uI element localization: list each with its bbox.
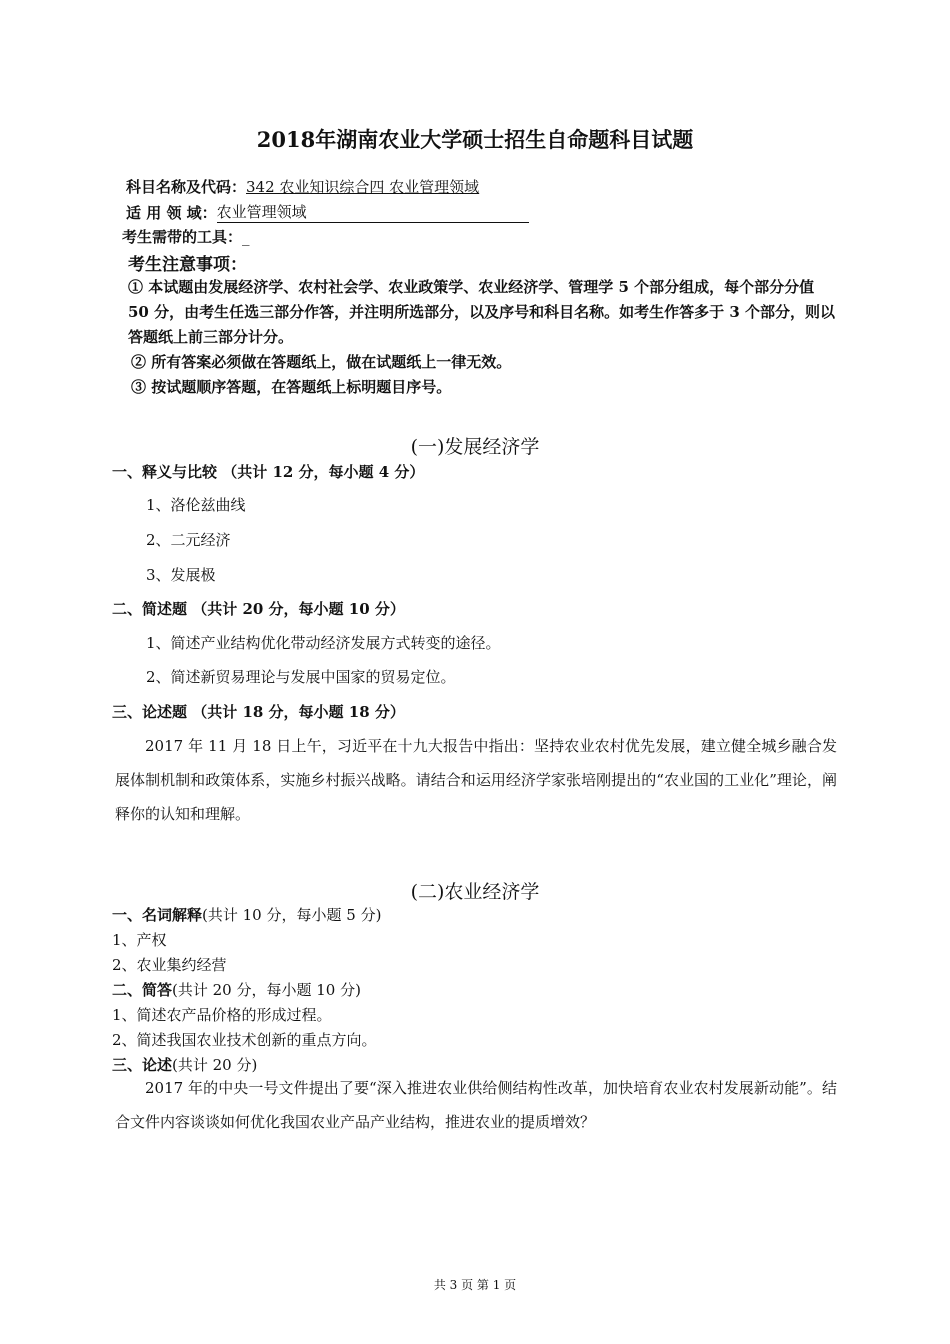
page-footer: 共 3 页 第 1 页 xyxy=(433,1278,517,1292)
field-line xyxy=(126,201,529,223)
part1-s1-heading: 一、释义与比较 （共计 12 分，每小题 4 分） xyxy=(112,463,425,481)
part2-s2-item: 1、简述农产品价格的形成过程。 xyxy=(112,1006,332,1024)
field-value: 农业管理领域 xyxy=(216,203,307,221)
part2-s2-note: (共计 20 分，每小题 10 分) xyxy=(172,981,361,999)
part2-s3-text: 2017 年的中央一号文件提出了要“深入推进农业供给侧结构性改革，加快培育农业农村发展新动能”。结合文件内容谈谈如何优化我国农业产品产业结构，推进农业的提质增效？ xyxy=(115,1079,837,1131)
part1-s1-item: 3、发展极 xyxy=(146,566,216,584)
part2-s1-item: 1、产权 xyxy=(112,931,167,949)
part2-title: (二)农业经济学 xyxy=(410,881,540,903)
subject-label: 科目名称及代码： xyxy=(126,178,247,196)
part1-s1-item: 2、二元经济 xyxy=(146,531,231,549)
part1-s1-item: 1、洛伦兹曲线 xyxy=(146,496,246,514)
part2-s2-label: 二、简答 xyxy=(112,981,173,999)
part1-title: (一)发展经济学 xyxy=(410,436,540,458)
tools-line xyxy=(122,226,250,247)
notice-rule-3: ③ 按试题顺序答题，在答题纸上标明题目序号。 xyxy=(131,378,452,396)
part2-s2-heading xyxy=(112,979,361,1000)
part2-s1-label: 一、名词解释 xyxy=(112,906,203,924)
part2-s3-label: 三、论述 xyxy=(112,1056,173,1074)
part1-s2-item: 1、简述产业结构优化带动经济发展方式转变的途径。 xyxy=(146,634,501,652)
tools-value: _ xyxy=(242,228,250,246)
part2-s3-note: (共计 20 分) xyxy=(172,1056,258,1074)
tools-label: 考生需带的工具： xyxy=(122,228,243,246)
notice-rule-2: ② 所有答案必须做在答题纸上，做在试题纸上一律无效。 xyxy=(131,353,512,371)
part1-s2-heading: 二、简述题 （共计 20 分，每小题 10 分） xyxy=(112,600,405,618)
page-title: 2018年湖南农业大学硕士招生自命题科目试题 xyxy=(256,127,694,152)
subject-line xyxy=(126,176,479,197)
field-label: 适 用 领 域： xyxy=(126,204,217,222)
part1-s3-heading: 三、论述题 （共计 18 分，每小题 18 分） xyxy=(112,703,405,721)
part2-s2-item: 2、简述我国农业技术创新的重点方向。 xyxy=(112,1031,377,1049)
notice-heading: 考生注意事项： xyxy=(128,255,247,275)
notice-rule-1: ① 本试题由发展经济学、农村社会学、农业政策学、农业经济学、管理学 5 个部分组成，每个部分分值 50 分，由考生任选三部分作答，并注明所选部分，以及序号和科目名称。如考生作答多于 3 个部分，则以答题纸上前三部分计分。 xyxy=(128,278,835,346)
part1-s3-text: 2017 年 11 月 18 日上午，习近平在十九大报告中指出：坚持农业农村优先发展，建立健全城乡融合发展体制机制和政策体系，实施乡村振兴战略。请结合和运用经济学家张培刚提出的“农业国的工业化”理论，阐释你的认知和理解。 xyxy=(115,737,837,823)
part2-s1-note: (共计 10 分，每小题 5 分) xyxy=(202,906,382,924)
part2-s1-item: 2、农业集约经营 xyxy=(112,956,227,974)
part1-s2-item: 2、简述新贸易理论与发展中国家的贸易定位。 xyxy=(146,668,456,686)
subject-value: 342 农业知识综合四 农业管理领域 xyxy=(246,178,480,196)
part2-s1-heading xyxy=(112,904,381,925)
